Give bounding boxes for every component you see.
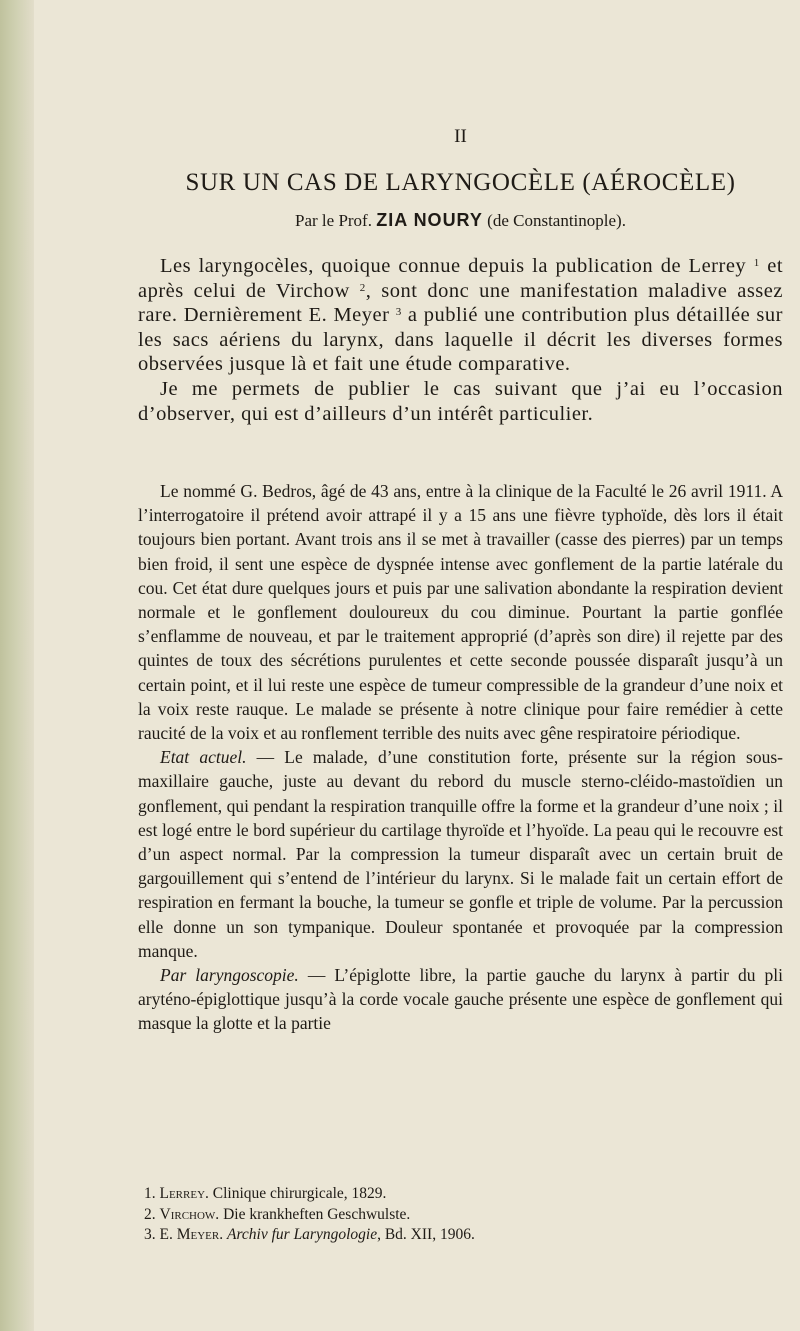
body-paragraph-1: Le nommé G. Bedros, âgé de 43 ans, entre à la clinique de la Faculté le 26 avril 1911. A l’interrogatoire il prétend avoir attrapé il y a 15 ans une fièvre typhoïde, dès lors il était toujours bien portant. Avant trois ans il se met à travailler (casse des pierres) par un temps bien froid, il sent une espèce de dyspnée intense avec gonflement de la partie latérale du cou. Cet état dure quelques jours et puis par une salivation abondante la respiration devient normale et le gonflement douloureux du cou diminue. Pourtant la partie gonflée s’enflamme de nouveau, et par le traitement approprié (d’après son dire) il rejette par des quintes de toux des sécrétions purulentes et cette seconde poussée disparaît jusqu’à un certain point, et il lui reste une espèce de tumeur compressible de la grandeur d’une noix et la voix reste rauque. Le malade se présente à notre clinique pour faire remédier à cette raucité de la voix et au ronflement terrible des nuits avec gêne respiratoire périodique. [138, 481, 783, 744]
footnote-author: Lerrey. [159, 1185, 209, 1202]
case-report [138, 479, 783, 1036]
footnote-number: 2. [144, 1205, 156, 1223]
body-text: — Le malade, d’une constitution forte, présente sur la région sous-maxillaire gauche, juste au devant du rebord du muscle sterno-cléido-mastoïdien un gonflement, qui pendant la respiration tranquille offre la forme et la grandeur d’une noix ; il est logé entre le bord supérieur du cartilage thyroïde et l’hyoïde. La peau qui le recouvre est d’un aspect normal. Par la compression la tumeur disparaît avec un certain bruit de gargouillement qui s’entend de l’intérieur du larynx. Si le malade fait un certain effort de respiration en fermant la bouche, la tumeur se gonfle et triple de volume. Par la percussion elle donne un son tympanique. Douleur spontanée et provoquée par la compression manque. [138, 747, 783, 961]
section-label-etat-actuel: Etat actuel. [160, 747, 247, 768]
footnote-3 [138, 1225, 783, 1246]
footnote-journal: Archiv fur Laryngologie [226, 1226, 378, 1243]
footnote-number: 1. [144, 1185, 156, 1202]
author-line [138, 210, 783, 231]
body-text: — L’épiglotte libre, la partie gauche du larynx à partir du pli aryténo-épiglottique jusqu’à la corde vocale gauche présente une espèce de gonflement qui masque la glotte et la partie [138, 965, 783, 1034]
intro-text: a publié une contribution plus détaillée sur les sacs aériens du larynx, dans laquelle il décrit les diverses formes observées jusque là et fait une étude comparative. [138, 304, 783, 376]
chapter-number: II [454, 126, 467, 147]
intro-section [138, 254, 783, 426]
footnote-text: , Bd. XII, 1906. [377, 1226, 475, 1243]
footnote-author: Virchow. [159, 1205, 220, 1223]
footnote-ref-2: 2 [359, 281, 366, 294]
footnote-author: E. Meyer. [159, 1226, 224, 1243]
footnote-ref-3: 3 [395, 306, 402, 319]
footnote-1 [138, 1184, 783, 1205]
page-edge [0, 0, 34, 1331]
author-affiliation: (de Constantinople). [487, 211, 626, 230]
author-prefix: Par le Prof. [295, 211, 372, 230]
intro-paragraph-1 [138, 254, 783, 377]
section-label-laryngoscopie: Par laryngoscopie. [160, 965, 299, 986]
footnote-number: 3. [144, 1226, 156, 1243]
author-name: ZIA NOURY [376, 210, 483, 230]
article-title: SUR UN CAS DE LARYNGOCÈLE (AÉROCÈLE) [185, 169, 736, 196]
intro-text: et après celui de Virchow [138, 255, 784, 302]
body-paragraph-2 [138, 745, 783, 963]
intro-text: Les laryngocèles, quoique connue depuis la publication de Lerrey [160, 255, 754, 277]
intro-text: , sont donc une manifestation maladive assez rare. Dernièrement E. Meyer [138, 279, 783, 327]
footnote-2 [138, 1205, 783, 1226]
footnote-text: Clinique chirurgicale, 1829. [212, 1185, 387, 1202]
body-paragraph-3 [138, 963, 783, 1036]
footnote-ref-1: 1 [753, 257, 760, 269]
intro-paragraph-2: Je me permets de publier le cas suivant que j’ai eu l’occasion d’observer, qui est d’ailleurs d’un intérêt particulier. [138, 377, 783, 425]
footnote-text: Die krankheften Geschwulste. [223, 1205, 411, 1223]
footnotes [138, 1184, 783, 1246]
